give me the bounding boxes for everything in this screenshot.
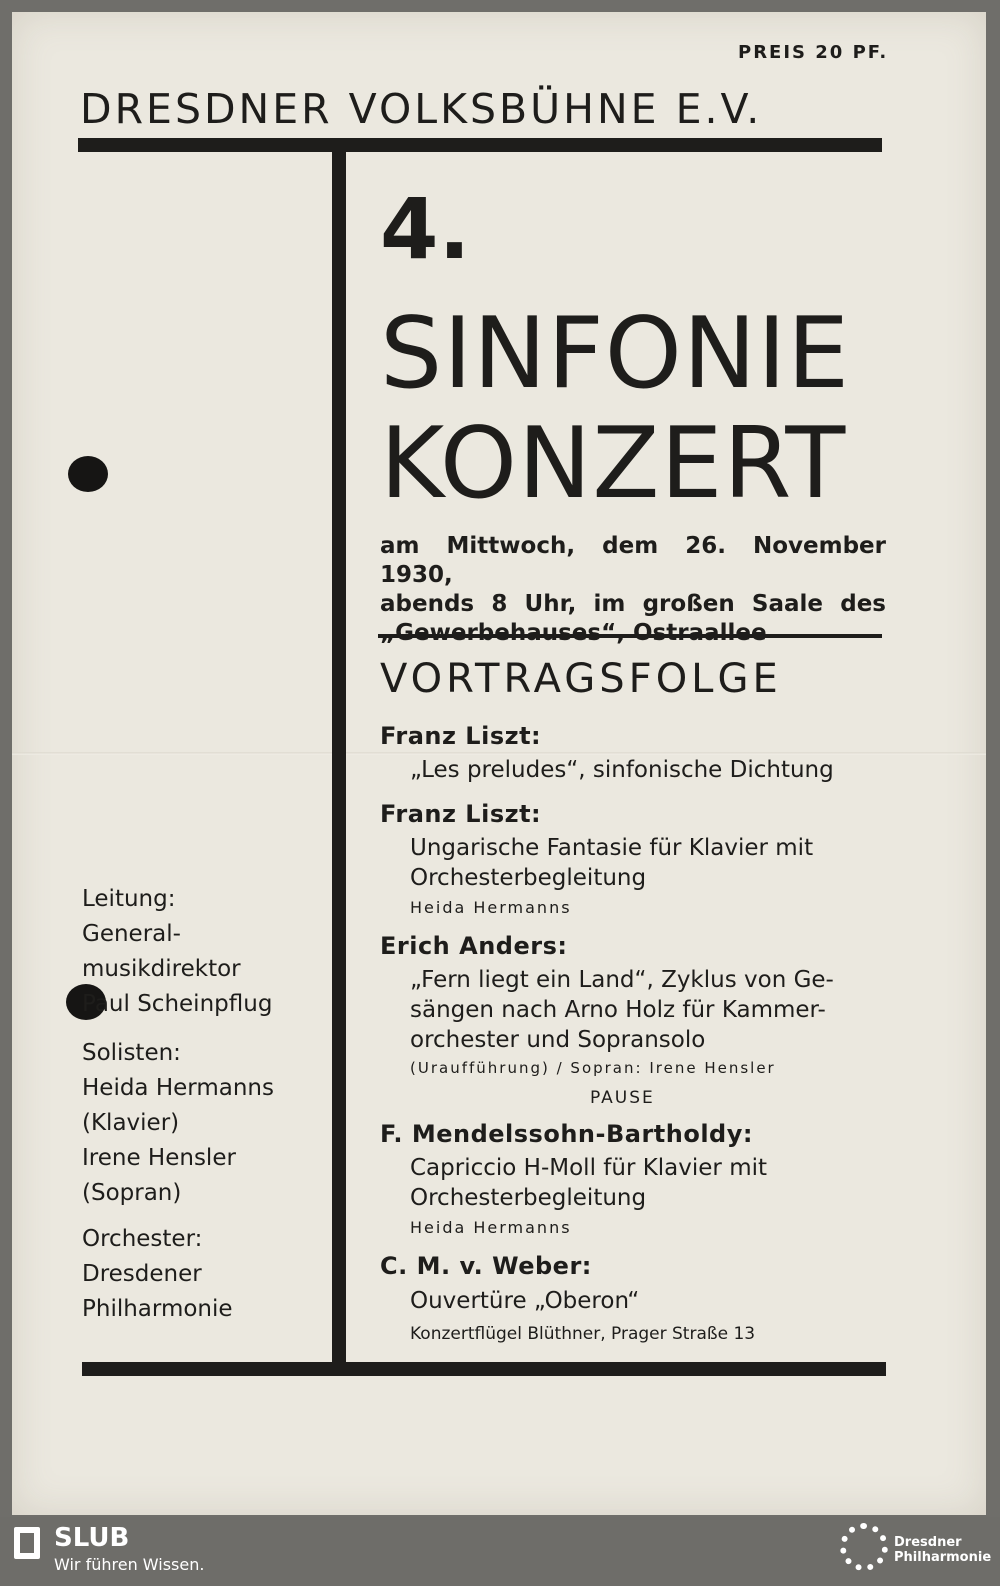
slub-name[interactable]: SLUB	[54, 1523, 130, 1553]
program-composer: F. Mendelssohn-Bartholdy:	[380, 1120, 753, 1148]
title-konzert: KONZERT	[380, 407, 847, 521]
program-work: „Fern liegt ein Land“, Zyklus von Ge- sängen nach Arno Holz für Kammer- orchester und Sopransolo	[410, 967, 834, 1053]
credits-solisten: Solisten: Heida Hermanns (Klavier) Irene Hensler (Sopran)	[82, 1040, 274, 1206]
program-work: Ouvertüre „Oberon“	[410, 1288, 640, 1314]
program-heading: VORTRAGSFOLGE	[380, 656, 782, 702]
punch-hole-top	[68, 456, 108, 492]
footer-bar	[0, 1517, 1000, 1586]
program-performer: (Uraufführung) / Sopran: Irene Hensler	[410, 1059, 776, 1077]
program-composer: Franz Liszt:	[380, 722, 542, 750]
credits-leitung: Leitung: General- musikdirektor Paul Scheinpflug	[82, 886, 273, 1017]
program-work: Capriccio H-Moll für Klavier mit Orchesterbegleitung	[410, 1155, 768, 1211]
bottom-rule	[82, 1362, 886, 1376]
slub-tagline: Wir führen Wissen.	[54, 1555, 205, 1574]
program-performer: Heida Hermanns	[410, 1218, 572, 1237]
top-rule	[78, 138, 882, 152]
vertical-rule	[332, 152, 346, 1364]
piano-note: Konzertflügel Blüthner, Prager Straße 13	[410, 1324, 756, 1344]
price-label: PREIS 20 PF.	[738, 42, 889, 63]
program-work: „Les preludes“, sinfonische Dichtung	[410, 757, 834, 783]
concert-number: 4.	[380, 180, 471, 278]
pause-label: PAUSE	[590, 1088, 655, 1108]
slub-logo-icon[interactable]	[14, 1527, 40, 1559]
organization-title: DRESDNER VOLKSBÜHNE E.V.	[80, 85, 763, 133]
credits-orchester: Orchester: Dresdener Philharmonie	[82, 1226, 233, 1322]
title-sinfonie: SINFONIE	[380, 297, 851, 411]
program-work: Ungarische Fantasie für Klavier mit Orchesterbegleitung	[410, 835, 814, 891]
program-composer: C. M. v. Weber:	[380, 1252, 592, 1280]
philharmonie-logo-icon[interactable]	[840, 1523, 888, 1571]
program-composer: Erich Anders:	[380, 932, 568, 960]
partner-name[interactable]: Dresdner Philharmonie	[894, 1535, 992, 1565]
date-venue: am Mittwoch, dem 26. November 1930, abends 8 Uhr, im großen Saale des „Gewerbehauses“, Ostraallee	[380, 533, 886, 646]
program-performer: Heida Hermanns	[410, 898, 572, 917]
program-composer: Franz Liszt:	[380, 800, 542, 828]
